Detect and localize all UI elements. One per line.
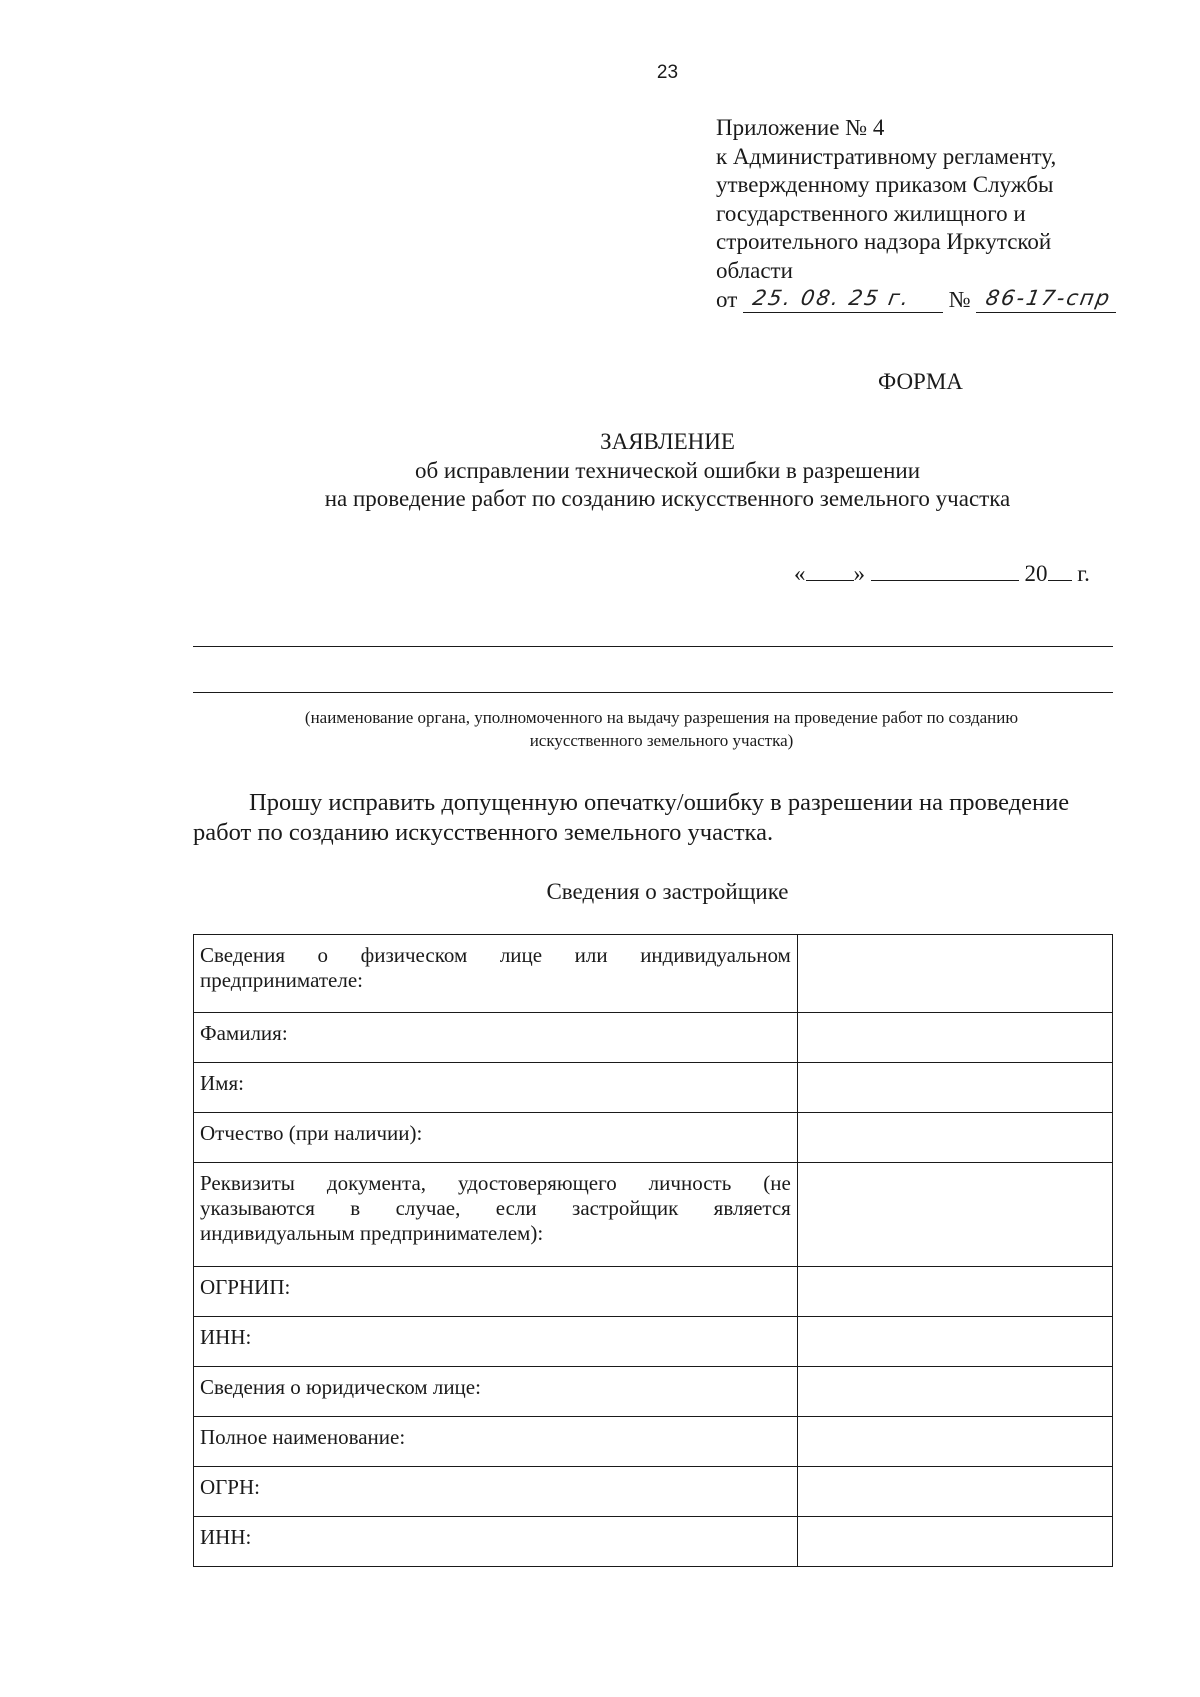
- developer-info-table: [193, 934, 1113, 1567]
- title-line: об исправлении технической ошибки в разрешении: [414, 457, 920, 483]
- row-value-field[interactable]: [797, 1417, 1112, 1467]
- close-quote: »: [853, 561, 865, 586]
- appendix-line: области: [716, 257, 793, 283]
- row-label: Отчество (при наличии):: [194, 1113, 798, 1163]
- date-prefix: от: [716, 287, 738, 312]
- row-label: ОГРН:: [194, 1467, 798, 1517]
- row-value-field[interactable]: [797, 1367, 1112, 1417]
- year-blank[interactable]: [1048, 560, 1072, 581]
- row-label: Сведения о физическом лице или индивидуальном предпринимателе:: [194, 935, 798, 1013]
- section-title: Сведения о застройщике: [546, 879, 789, 904]
- table-row: [194, 1267, 1113, 1317]
- row-value-field[interactable]: [797, 1467, 1112, 1517]
- day-blank[interactable]: [806, 560, 854, 581]
- number-prefix: №: [948, 287, 971, 312]
- title-line: на проведение работ по созданию искусственного земельного участка: [324, 486, 1011, 511]
- table-row: [194, 1317, 1113, 1367]
- authority-caption: [160, 706, 1163, 752]
- row-value-field[interactable]: [797, 1163, 1112, 1267]
- row-label: Фамилия:: [194, 1013, 798, 1063]
- table-row: [194, 1467, 1113, 1517]
- row-value-field[interactable]: [797, 935, 1112, 1013]
- appendix-line: Приложение № 4: [716, 115, 885, 140]
- order-number-field: [976, 286, 1116, 313]
- document-title: [0, 428, 1200, 514]
- handwritten-date: 25. 08. 25 г.: [750, 286, 913, 310]
- table-row: [194, 935, 1113, 1013]
- open-quote: «: [794, 561, 806, 586]
- row-label: ОГРНИП:: [194, 1267, 798, 1317]
- caption-line: (наименование органа, уполномоченного на выдачу разрешения на проведение работ по созданию: [304, 708, 1019, 727]
- page-number: 23: [656, 62, 679, 83]
- order-date-field: [743, 286, 943, 313]
- caption-line: искусственного земельного участка): [529, 731, 794, 750]
- row-value-field[interactable]: [797, 1317, 1112, 1367]
- row-label: ИНН:: [194, 1517, 798, 1567]
- row-value-field[interactable]: [797, 1113, 1112, 1163]
- appendix-line: государственного жилищного и: [716, 200, 1026, 226]
- row-label: Реквизиты документа, удостоверяющего личность (не указываются в случае, если застройщик является индивидуальным предпринимателем):: [194, 1163, 798, 1267]
- year-prefix: 20: [1024, 561, 1048, 586]
- order-reference: [716, 286, 1116, 313]
- table-row: [194, 1417, 1113, 1467]
- table-row: [194, 1113, 1113, 1163]
- appendix-header: [716, 114, 1166, 285]
- authority-blank-line[interactable]: [193, 646, 1113, 647]
- title-heading: ЗАЯВЛЕНИЕ: [600, 429, 735, 454]
- table-row: [194, 1367, 1113, 1417]
- row-value-field[interactable]: [797, 1013, 1112, 1063]
- row-value-field[interactable]: [797, 1517, 1112, 1567]
- request-line: Прошу исправить допущенную опечатку/ошибку в разрешении на проведение: [249, 789, 1070, 816]
- form-label: ФОРМА: [878, 369, 963, 394]
- month-blank[interactable]: [871, 560, 1019, 581]
- row-value-field[interactable]: [797, 1267, 1112, 1317]
- year-suffix: г.: [1077, 561, 1090, 586]
- row-value-field[interactable]: [797, 1063, 1112, 1113]
- handwritten-number: 86-17-спр: [984, 286, 1114, 310]
- table-row: [194, 1517, 1113, 1567]
- table-row: [194, 1163, 1113, 1267]
- appendix-line: строительного надзора Иркутской: [716, 229, 1052, 254]
- row-label: ИНН:: [194, 1317, 798, 1367]
- request-paragraph: [193, 788, 1143, 848]
- table-row: [194, 1013, 1113, 1063]
- table-row: [194, 1063, 1113, 1113]
- request-line: работ по созданию искусственного земельного участка.: [193, 819, 774, 846]
- row-label: Имя:: [194, 1063, 798, 1113]
- row-label: Сведения о юридическом лице:: [194, 1367, 798, 1417]
- authority-blank-line[interactable]: [193, 692, 1113, 693]
- application-date: [794, 560, 1090, 587]
- appendix-line: к Административному регламенту,: [716, 143, 1057, 169]
- row-label: Полное наименование:: [194, 1417, 798, 1467]
- appendix-line: утвержденному приказом Службы: [716, 172, 1054, 197]
